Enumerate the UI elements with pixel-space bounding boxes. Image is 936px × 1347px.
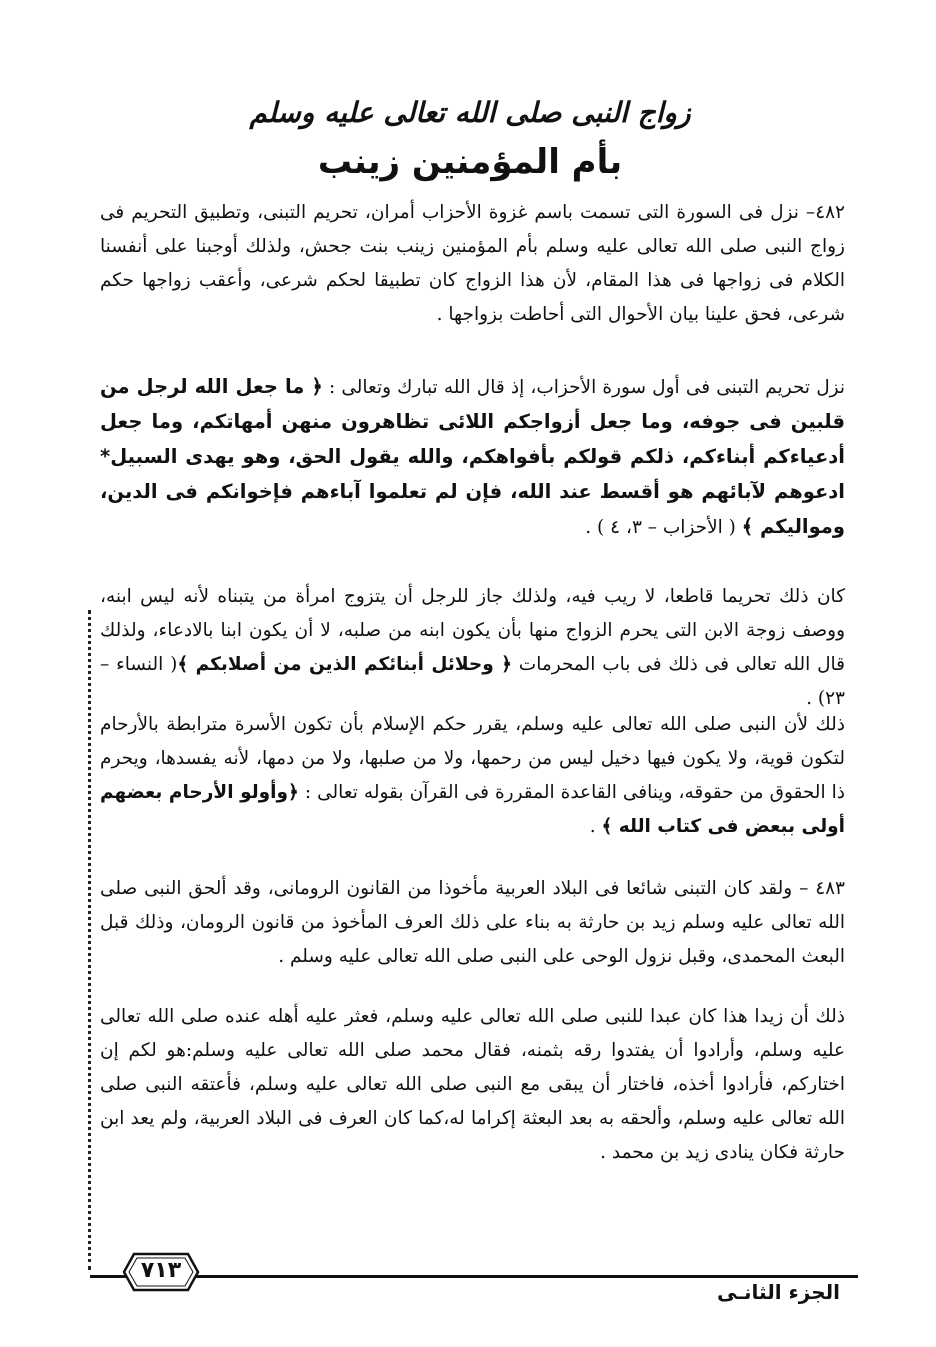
paragraph-family [100, 708, 845, 844]
paragraph-prohibition [100, 580, 845, 716]
page-number: ٧١٣ [140, 1258, 182, 1283]
quran-reference: ( النساء – ٢٣) . [100, 654, 845, 709]
paragraph-verse-ahzab [100, 370, 845, 545]
quran-quote: ﴿وأولو الأرحام بعضهم أولى ببعض فى كتاب الله ﴾ [100, 782, 845, 837]
part-label: الجزء الثانـى [716, 1280, 840, 1304]
quran-reference: ( الأحزاب – ٣، ٤ ) . [585, 517, 742, 538]
chapter-subtitle: بأم المؤمنين زينب [317, 142, 623, 182]
paragraph-intro: ذلك لأن النبى صلى الله تعالى عليه وسلم، يقرر حكم الإسلام بأن تكون الأسرة مترابطة بالأرحام لتكون قوية، ولا يكون فيها دخيل ليس من رحمها، ولا من صلبها، ولا من دمها، لأنه يفسدها، ويحرم ذا الحقوق من حقوقه، وينافى القاعدة المقررة فى القرآن بقوله تعالى : [100, 714, 845, 803]
page-number-frame [122, 1252, 200, 1292]
chapter-title: زواج النبى صلى الله تعالى عليه وسلم [249, 96, 691, 129]
paragraph-intro: نزل تحريم التبنى فى أول سورة الأحزاب، إذ قال الله تبارك وتعالى : [322, 377, 845, 398]
paragraph-zaid: ذلك أن زيدا هذا كان عبدا للنبى صلى الله تعالى عليه وسلم، فعثر عليه أهله عنده صلى الله تعالى عليه وسلم، وأرادوا أن يفتدوا رقه بثمنه، فقال محمد صلى الله تعالى عليه وسلم:هو لكم إن اختاركم، فأرادوا أخذه، فاختار أن يبقى مع النبى صلى الله تعالى عليه وسلم، فأعتقه النبى صلى الله تعالى عليه وسلم، وألحقه به بعد البعثة إكراما له،كما كان العرف فى البلاد العربية، ولم يعد ابن حارثة فكان ينادى زيد بن محمد . [100, 1006, 845, 1163]
paragraph-483: ٤٨٣ – ولقد كان التبنى شائعا فى البلاد العربية مأخوذا من القانون الرومانى، وقد ألحق النبى صلى الله تعالى عليه وسلم زيد بن حارثة به بناء على ذلك العرف المأخوذ من قانون الرومان، وذلك قبل البعث المحمدى، وقبل نزول الوحى على النبى صلى الله تعالى عليه وسلم . [100, 878, 845, 967]
page-border-dotted [88, 610, 91, 1270]
quran-quote: ﴿ وحلائل أبنائكم الذين من أصلابكم ﴾ [177, 654, 512, 675]
quran-reference: . [589, 816, 602, 837]
paragraph-482: ٤٨٢– نزل فى السورة التى تسمت باسم غزوة الأحزاب أمران، تحريم التبنى، وتطبيق التحريم فى زواج النبى صلى الله تعالى عليه وسلم بأم المؤمنين زينب بنت جحش، ولذلك أوجبنا على أنفسنا الكلام فى زواجها فى هذا المقام، لأن هذا الزواج كان تطبيقا لحكم شرعى، وأعقب زواجها حكم شرعى، فحق علينا بيان الأحوال التى أحاطت بزواجها . [100, 202, 845, 325]
footer-rule [90, 1275, 858, 1278]
quran-quote: ﴿ ما جعل الله لرجل من قلبين فى جوفه، وما جعل أزواجكم اللائى تظاهرون منهن أمهاتكم، وما جعل أدعياءكم أبناءكم، ذلكم قولكم بأفواهكم، والله يقول الحق، وهو يهدى السبيل* ادعوهم لآبائهم هو أقسط عند الله، فإن لم تعلموا آباءهم فإخوانكم فى الدين، ومواليكم ﴾ [100, 375, 845, 538]
paragraph-intro: كان ذلك تحريما قاطعا، لا ريب فيه، ولذلك جاز للرجل أن يتزوج امرأة من يتبناه لأنه ليس ابنه، ووصف زوجة الابن التى يحرم الزواج منها بأن يكون ابنه من صلبه، لا أن يكون ابنا بالادعاء، ولذلك قال الله تعالى فى ذلك فى باب المحرمات [100, 586, 845, 675]
